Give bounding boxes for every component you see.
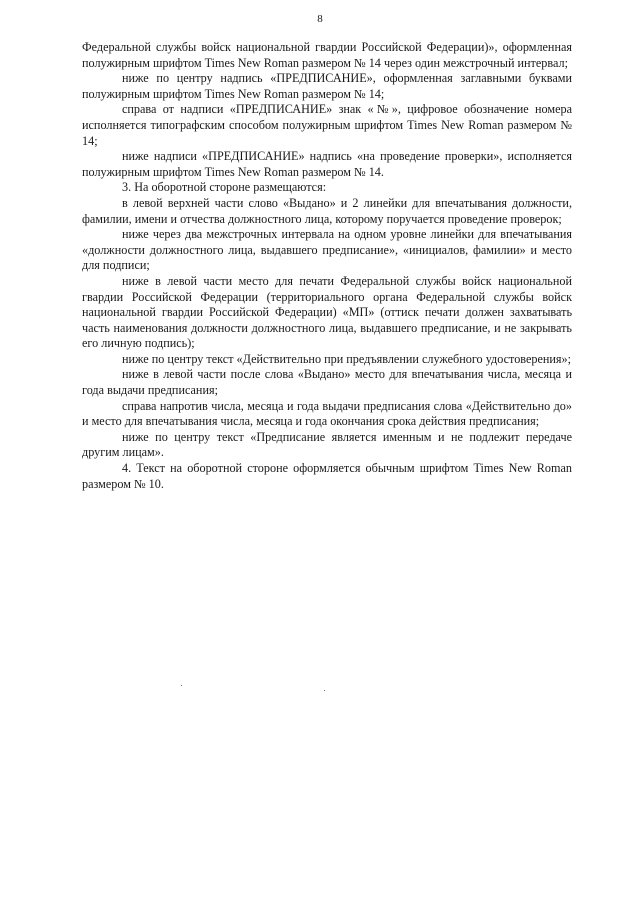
paragraph: ниже по центру текст «Предписание является именным и не подлежит передаче другим лицам». <box>82 429 572 460</box>
paragraph: ниже надписи «ПРЕДПИСАНИЕ» надпись «на проведение проверки», исполняется полужирным шрифтом Times New Roman размером № 14. <box>82 149 572 179</box>
paragraph: справа от надписи «ПРЕДПИСАНИЕ» знак «№», цифровое обозначение номера исполняется типографским способом полужирным шрифтом Times New Roman размером № 14; <box>82 102 572 148</box>
scan-speck <box>181 685 182 686</box>
paragraph: ниже по центру текст «Действительно при предъявлении служебного удостоверения»; <box>122 351 572 366</box>
paragraph: 4. Текст на оборотной стороне оформляется обычным шрифтом Times New Roman размером № 10. <box>82 461 572 491</box>
page-number: 8 <box>317 13 323 25</box>
paragraph: в левой верхней части слово «Выдано» и 2 линейки для впечатывания должности, фамилии, имени и отчества должностного лица, которому поручается проведение проверок; <box>82 195 572 226</box>
paragraph: Федеральной службы войск национальной гвардии Российской Федерации)», оформленная полужирным шрифтом Times New Roman размером № 14 через один межстрочный интервал; <box>82 40 572 70</box>
paragraph: справа напротив числа, месяца и года выдачи предписания слова «Действительно до» и место для впечатывания числа, месяца и года окончания срока действия предписания; <box>82 398 572 429</box>
section-heading: 3. На оборотной стороне размещаются: <box>122 180 327 195</box>
paragraph: ниже в левой части место для печати Федеральной службы войск национальной гвардии Российской Федерации (территориального органа Федеральной службы войск национальной гвардии Российской Федерации) «МП» (оттиск печати должен захватывать часть наименования должности должностного лица, выдавшего предписание, и не закрывать его личную подпись); <box>82 273 572 351</box>
document-body <box>82 40 572 492</box>
scan-speck <box>324 690 325 691</box>
paragraph: ниже через два межстрочных интервала на одном уровне линейки для впечатывания «должности должностного лица, выдавшего предписание», «инициалов, фамилии» и место для подписи; <box>82 227 572 273</box>
paragraph: ниже в левой части после слова «Выдано» место для впечатывания числа, месяца и года выдачи предписания; <box>82 367 572 398</box>
paragraph: ниже по центру надпись «ПРЕДПИСАНИЕ», оформленная заглавными буквами полужирным шрифтом Times New Roman размером № 14; <box>82 71 572 101</box>
